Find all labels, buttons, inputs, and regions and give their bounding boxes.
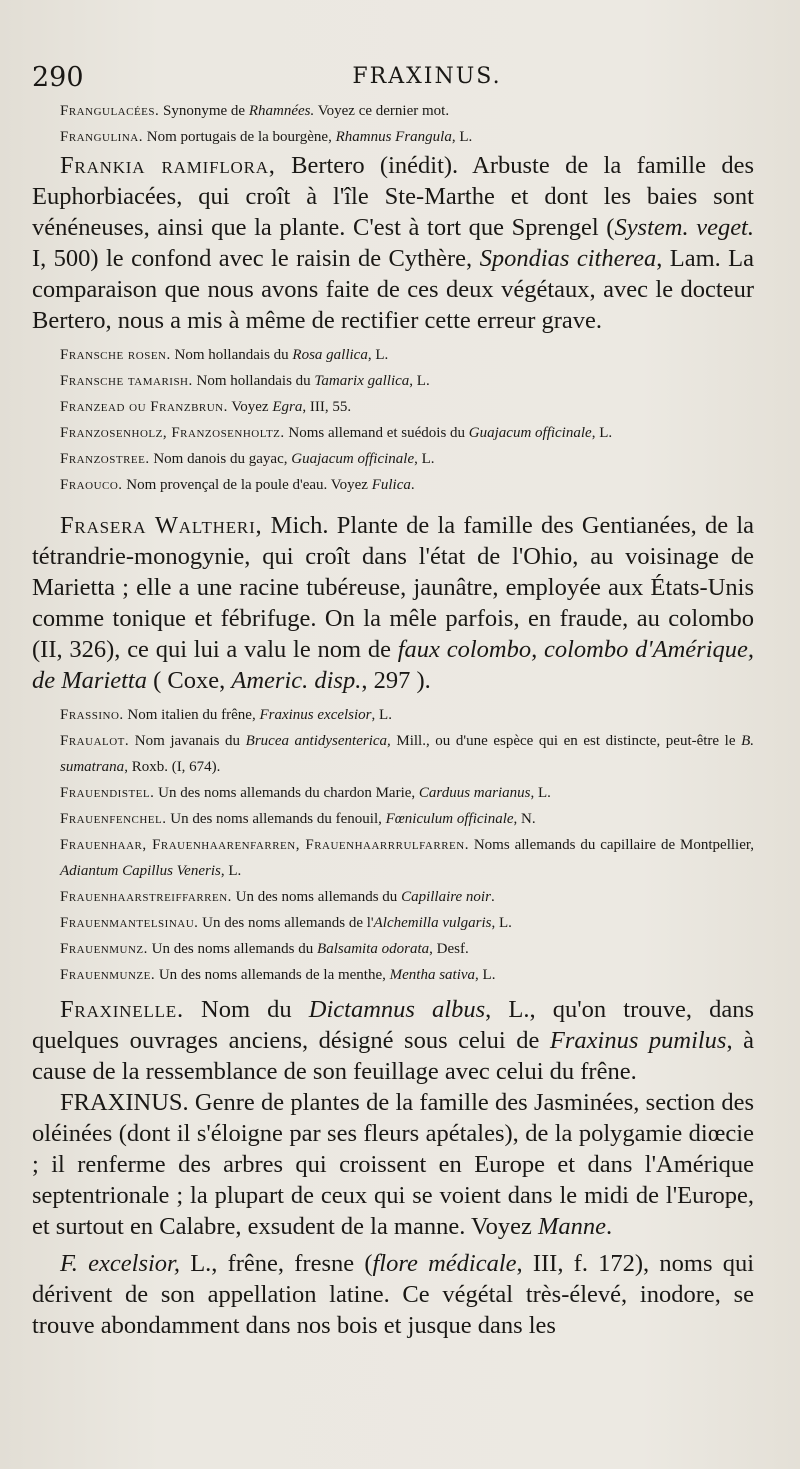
entry-frassino: Frassino. Nom italien du frêne, Fraxinus excelsior, L. [60, 707, 392, 723]
entry-frauenhaarstreiffarren: Frauenhaarstreiffarren. Un des noms allemands du Capillaire noir. [60, 889, 495, 905]
entry-fraualot: Fraualot. Nom javanais du Brucea antidysenterica, Mill., ou d'une espèce qui en est distincte, peut-être le B. sumatrana, Roxb. (I, 674). [60, 733, 755, 775]
entry-frauenfenchel: Frauenfenchel. Un des noms allemands du fenouil, Fœniculum officinale, N. [60, 811, 536, 827]
running-title: FRAXINUS. [352, 64, 502, 89]
entry-fransche-rosen: Fransche rosen. Nom hollandais du Rosa gallica, L. [60, 347, 389, 363]
entry-fraxinelle: Fraxinelle. Nom du Dictamnus albus, L., qu'on trouve, dans quelques ouvrages anciens, désigné sous celui de Fraxinus pumilus, à cause de la ressemblance de son feuillage avec celui du frêne. [32, 996, 755, 1085]
page-body [32, 98, 754, 1341]
entry-frangulacees: Frangulacées. Synonyme de Rhamnées. Voyez ce dernier mot. [60, 103, 450, 119]
entry-fraxinus: FRAXINUS. Genre de plantes de la famille des Jasminées, section des oléinées (dont il s'éloigne par ses fleurs apétales), de la polygamie diœcie ; il renferme des arbres qui croissent en Europe et dans l'Amérique septentrionale ; la plupart de ceux qui se voient dans le midi de l'Europe, et surtout en Calabre, exsudent de la manne. Voyez Manne. [32, 1089, 754, 1240]
entry-frauenmunze: Frauenmunze. Un des noms allemands de la menthe, Mentha sativa, L. [60, 967, 496, 983]
entry-fraouco: Fraouco. Nom provençal de la poule d'eau. Voyez Fulica. [60, 477, 415, 493]
entry-frauenhaar: Frauenhaar, Frauenhaarenfarren, Frauenhaarrrulfarren. Noms allemands du capillaire de Montpellier, Adiantum Capillus Veneris, L. [60, 837, 754, 879]
entry-fransche-tamarish: Fransche tamarish. Nom hollandais du Tamarix gallica, L. [60, 373, 430, 389]
entry-frauenmunz: Frauenmunz. Un des noms allemands du Balsamita odorata, Desf. [60, 941, 469, 957]
entry-franzosenholz: Franzosenholz, Franzosenholtz. Noms allemand et suédois du Guajacum officinale, L. [60, 425, 613, 441]
entry-franzostree: Franzostree. Nom danois du gayac, Guajacum officinale, L. [60, 451, 435, 467]
entry-frasera-waltheri: Frasera Waltheri, Mich. Plante de la famille des Gentianées, de la tétrandrie-monogynie, qui croît dans l'état de l'Ohio, au voisinage de Marietta ; elle a une racine tubéreuse, jaunâtre, employée aux États-Unis comme tonique et fébrifuge. On la mêle parfois, en fraude, au colombo (II, 326), ce qui lui a valu le nom de faux colombo, colombo d'Amérique, de Marietta ( Coxe, Americ. disp., 297 ). [32, 512, 755, 694]
entry-frankia-ramiflora: Frankia ramiflora, Bertero (inédit). Arbuste de la famille des Euphorbiacées, qui croît à l'île Ste-Marthe et dont les baies sont vénéneuses, ainsi que la plante. C'est à tort que Sprengel (System. veget. I, 500) le confond avec le raisin de Cythère, Spondias citherea, Lam. La comparaison que nous avons faite de ces deux végétaux, avec le docteur Bertero, nous a mis à même de rectifier cette erreur grave. [32, 152, 754, 334]
entry-frauendistel: Frauendistel. Un des noms allemands du chardon Marie, Carduus marianus, L. [60, 785, 551, 801]
entry-frauenmantelsinau: Frauenmantelsinau. Un des noms allemands de l'Alchemilla vulgaris, L. [60, 915, 512, 931]
entry-f-excelsior: F. excelsior, L., frêne, fresne (flore médicale, III, f. 172), noms qui dérivent de son appellation latine. Ce végétal très-élevé, inodore, se trouve abondamment dans nos bois et jusque dans les [32, 1250, 755, 1339]
entry-franzead: Franzead ou Franzbrun. Voyez Egra, III, 55. [60, 399, 352, 415]
page-header [32, 58, 760, 94]
page-number: 290 [32, 62, 84, 93]
entry-frangulina: Frangulina. Nom portugais de la bourgène, Rhamnus Frangula, L. [60, 129, 473, 145]
